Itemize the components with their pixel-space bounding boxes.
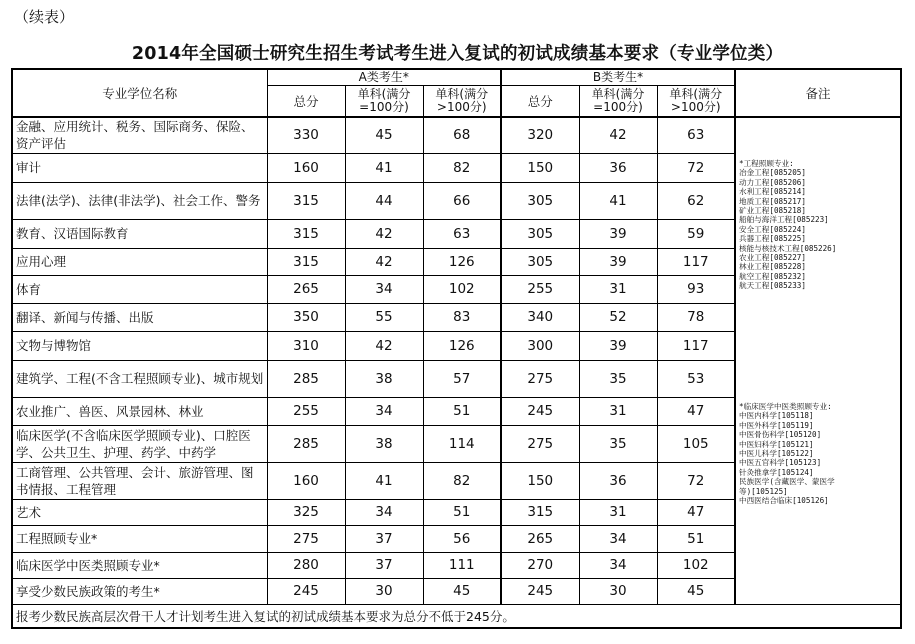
program-name-cell: 临床医学中医类照顾专业* bbox=[12, 552, 267, 578]
note-line: 中医骨伤科学[105120] bbox=[739, 430, 822, 440]
score-cell-a-s1: 30 bbox=[345, 578, 423, 604]
score-cell-a-total: 315 bbox=[267, 248, 345, 275]
program-name-cell: 金融、应用统计、税务、国际商务、保险、资产评估 bbox=[12, 117, 267, 153]
score-cell-a-s1: 41 bbox=[345, 153, 423, 182]
header-group-b: B类考生* bbox=[501, 69, 735, 85]
score-cell-a-s2: 51 bbox=[423, 397, 501, 425]
score-cell-b-s1: 36 bbox=[579, 153, 657, 182]
note-line: 船舶与海洋工程[085223] bbox=[739, 215, 829, 225]
score-cell-b-s2: 59 bbox=[657, 219, 735, 248]
score-cell-a-s1: 42 bbox=[345, 248, 423, 275]
score-cell-b-s2: 45 bbox=[657, 578, 735, 604]
score-cell-b-s2: 72 bbox=[657, 153, 735, 182]
program-name-cell: 临床医学(不含临床医学照顾专业)、口腔医学、公共卫生、护理、药学、中药学 bbox=[12, 425, 267, 462]
note-line: 兵器工程[085225] bbox=[739, 234, 806, 244]
score-cell-a-s2: 102 bbox=[423, 275, 501, 303]
program-name-cell: 体育 bbox=[12, 275, 267, 303]
score-cell-b-total: 305 bbox=[501, 248, 579, 275]
header-remarks: 备注 bbox=[735, 69, 901, 117]
note-line: 林业工程[085228] bbox=[739, 262, 806, 272]
score-cell-a-s2: 45 bbox=[423, 578, 501, 604]
score-cell-b-s1: 31 bbox=[579, 275, 657, 303]
header-b-single-eq100: 单科(满分=100分) bbox=[579, 85, 657, 117]
score-cell-a-s2: 56 bbox=[423, 525, 501, 552]
score-cell-b-total: 245 bbox=[501, 578, 579, 604]
score-cell-a-total: 160 bbox=[267, 462, 345, 499]
note-line: 中医内科学[105118] bbox=[739, 411, 814, 421]
program-name-cell: 艺术 bbox=[12, 499, 267, 525]
continued-label: （续表） bbox=[14, 8, 75, 26]
note-line: 航天工程[085233] bbox=[739, 281, 806, 291]
note-line: 航空工程[085232] bbox=[739, 271, 806, 281]
header-a-single-eq100: 单科(满分=100分) bbox=[345, 85, 423, 117]
engineering-care-note bbox=[739, 159, 836, 291]
score-cell-a-s1: 42 bbox=[345, 219, 423, 248]
note-line: 冶金工程[085205] bbox=[739, 168, 806, 178]
score-cell-a-total: 350 bbox=[267, 303, 345, 331]
header-b-total: 总分 bbox=[501, 85, 579, 117]
score-cell-a-s1: 38 bbox=[345, 425, 423, 462]
note-line: 中医外科学[105119] bbox=[739, 420, 814, 430]
score-cell-b-s1: 34 bbox=[579, 525, 657, 552]
program-name-cell: 应用心理 bbox=[12, 248, 267, 275]
score-cell-b-total: 265 bbox=[501, 525, 579, 552]
score-cell-a-s1: 44 bbox=[345, 182, 423, 219]
score-cell-b-s2: 78 bbox=[657, 303, 735, 331]
note-line: 等)[105125] bbox=[739, 486, 788, 496]
score-cell-a-s1: 34 bbox=[345, 499, 423, 525]
score-cell-a-s1: 34 bbox=[345, 275, 423, 303]
program-name-cell: 文物与博物馆 bbox=[12, 331, 267, 360]
score-cell-b-total: 315 bbox=[501, 499, 579, 525]
score-cell-b-s2: 117 bbox=[657, 248, 735, 275]
score-cell-a-total: 255 bbox=[267, 397, 345, 425]
score-cell-a-s2: 51 bbox=[423, 499, 501, 525]
program-name-cell: 法律(法学)、法律(非法学)、社会工作、警务 bbox=[12, 182, 267, 219]
score-cell-a-total: 285 bbox=[267, 360, 345, 397]
score-cell-b-s2: 53 bbox=[657, 360, 735, 397]
program-name-cell: 教育、汉语国际教育 bbox=[12, 219, 267, 248]
score-cell-b-total: 340 bbox=[501, 303, 579, 331]
footnote: 报考少数民族高层次骨干人才计划考生进入复试的初试成绩基本要求为总分不低于245分。 bbox=[12, 604, 901, 628]
score-cell-a-s2: 66 bbox=[423, 182, 501, 219]
score-cell-a-total: 275 bbox=[267, 525, 345, 552]
score-cell-a-s2: 126 bbox=[423, 248, 501, 275]
score-cell-a-s2: 82 bbox=[423, 153, 501, 182]
score-cell-a-s1: 37 bbox=[345, 552, 423, 578]
header-b-single-gt100: 单科(满分>100分) bbox=[657, 85, 735, 117]
score-cell-a-s2: 82 bbox=[423, 462, 501, 499]
score-cell-b-total: 305 bbox=[501, 219, 579, 248]
score-table bbox=[11, 68, 902, 629]
score-cell-b-total: 255 bbox=[501, 275, 579, 303]
score-cell-b-total: 300 bbox=[501, 331, 579, 360]
score-cell-b-s2: 47 bbox=[657, 499, 735, 525]
table-row bbox=[12, 117, 901, 153]
score-cell-a-s1: 45 bbox=[345, 117, 423, 153]
program-name-cell: 工商管理、公共管理、会计、旅游管理、图书情报、工程管理 bbox=[12, 462, 267, 499]
score-cell-b-s2: 102 bbox=[657, 552, 735, 578]
score-cell-a-total: 160 bbox=[267, 153, 345, 182]
remarks-cell bbox=[735, 117, 901, 604]
note-line: *临床医学中医类照顾专业: bbox=[739, 402, 832, 411]
score-cell-b-s1: 36 bbox=[579, 462, 657, 499]
note-line: 地质工程[085217] bbox=[739, 196, 806, 206]
score-cell-a-s1: 42 bbox=[345, 331, 423, 360]
header-a-single-gt100: 单科(满分>100分) bbox=[423, 85, 501, 117]
score-cell-a-total: 245 bbox=[267, 578, 345, 604]
score-cell-b-total: 275 bbox=[501, 360, 579, 397]
score-cell-b-s1: 39 bbox=[579, 248, 657, 275]
note-line: 矿业工程[085218] bbox=[739, 206, 806, 216]
score-cell-b-s1: 39 bbox=[579, 331, 657, 360]
note-line: 中医妇科学[105121] bbox=[739, 439, 814, 449]
program-name-cell: 享受少数民族政策的考生* bbox=[12, 578, 267, 604]
program-name-cell: 翻译、新闻与传播、出版 bbox=[12, 303, 267, 331]
score-cell-b-s2: 62 bbox=[657, 182, 735, 219]
score-cell-b-s1: 41 bbox=[579, 182, 657, 219]
header-a-total: 总分 bbox=[267, 85, 345, 117]
score-cell-b-total: 150 bbox=[501, 153, 579, 182]
score-cell-b-s2: 117 bbox=[657, 331, 735, 360]
score-cell-b-total: 150 bbox=[501, 462, 579, 499]
note-line: 民族医学(含藏医学、蒙医学 bbox=[739, 477, 835, 487]
note-line: 中西医结合临床[105126] bbox=[739, 496, 829, 506]
program-name-cell: 农业推广、兽医、风景园林、林业 bbox=[12, 397, 267, 425]
note-line: 动力工程[085206] bbox=[739, 177, 806, 187]
score-cell-b-total: 275 bbox=[501, 425, 579, 462]
score-cell-a-total: 310 bbox=[267, 331, 345, 360]
score-cell-a-s2: 126 bbox=[423, 331, 501, 360]
score-cell-b-s2: 105 bbox=[657, 425, 735, 462]
score-cell-b-total: 320 bbox=[501, 117, 579, 153]
score-cell-a-total: 325 bbox=[267, 499, 345, 525]
score-cell-a-total: 315 bbox=[267, 219, 345, 248]
score-cell-a-total: 315 bbox=[267, 182, 345, 219]
score-cell-b-s1: 31 bbox=[579, 499, 657, 525]
score-cell-a-s2: 63 bbox=[423, 219, 501, 248]
note-line: 针灸推拿学[105124] bbox=[739, 467, 814, 477]
score-cell-a-s2: 83 bbox=[423, 303, 501, 331]
note-line: 中医五官科学[105123] bbox=[739, 458, 822, 468]
score-cell-a-s1: 41 bbox=[345, 462, 423, 499]
note-line: 安全工程[085224] bbox=[739, 224, 806, 234]
score-cell-a-total: 330 bbox=[267, 117, 345, 153]
score-cell-a-s2: 111 bbox=[423, 552, 501, 578]
header-group-a: A类考生* bbox=[267, 69, 501, 85]
score-cell-b-s1: 42 bbox=[579, 117, 657, 153]
note-line: 农业工程[085227] bbox=[739, 253, 806, 263]
score-cell-b-total: 245 bbox=[501, 397, 579, 425]
score-cell-a-s1: 55 bbox=[345, 303, 423, 331]
score-cell-b-s1: 52 bbox=[579, 303, 657, 331]
program-name-cell: 建筑学、工程(不含工程照顾专业)、城市规划 bbox=[12, 360, 267, 397]
score-cell-b-s2: 47 bbox=[657, 397, 735, 425]
note-line: 中医儿科学[105122] bbox=[739, 449, 814, 459]
note-line: 水利工程[085214] bbox=[739, 187, 806, 197]
program-name-cell: 工程照顾专业* bbox=[12, 525, 267, 552]
score-cell-a-s2: 57 bbox=[423, 360, 501, 397]
medicine-care-note bbox=[739, 402, 835, 505]
score-cell-b-s1: 31 bbox=[579, 397, 657, 425]
note-line: 核能与核技术工程[085226] bbox=[739, 243, 837, 253]
header-program-name: 专业学位名称 bbox=[12, 69, 267, 117]
score-cell-b-s2: 72 bbox=[657, 462, 735, 499]
score-cell-b-total: 270 bbox=[501, 552, 579, 578]
score-cell-b-s1: 35 bbox=[579, 425, 657, 462]
score-cell-b-s1: 39 bbox=[579, 219, 657, 248]
score-cell-a-s2: 114 bbox=[423, 425, 501, 462]
score-cell-b-s2: 63 bbox=[657, 117, 735, 153]
score-cell-b-s2: 93 bbox=[657, 275, 735, 303]
score-cell-a-s1: 38 bbox=[345, 360, 423, 397]
score-cell-a-total: 265 bbox=[267, 275, 345, 303]
program-name-cell: 审计 bbox=[12, 153, 267, 182]
score-cell-b-s1: 34 bbox=[579, 552, 657, 578]
score-cell-b-s1: 30 bbox=[579, 578, 657, 604]
score-cell-b-total: 305 bbox=[501, 182, 579, 219]
page-title: 2014年全国硕士研究生招生考试考生进入复试的初试成绩基本要求（专业学位类） bbox=[131, 44, 784, 64]
score-cell-a-s1: 34 bbox=[345, 397, 423, 425]
score-cell-b-s1: 35 bbox=[579, 360, 657, 397]
score-cell-a-total: 280 bbox=[267, 552, 345, 578]
score-cell-a-s1: 37 bbox=[345, 525, 423, 552]
score-cell-a-s2: 68 bbox=[423, 117, 501, 153]
note-line: *工程照顾专业: bbox=[739, 159, 794, 168]
score-cell-b-s2: 51 bbox=[657, 525, 735, 552]
score-cell-a-total: 285 bbox=[267, 425, 345, 462]
